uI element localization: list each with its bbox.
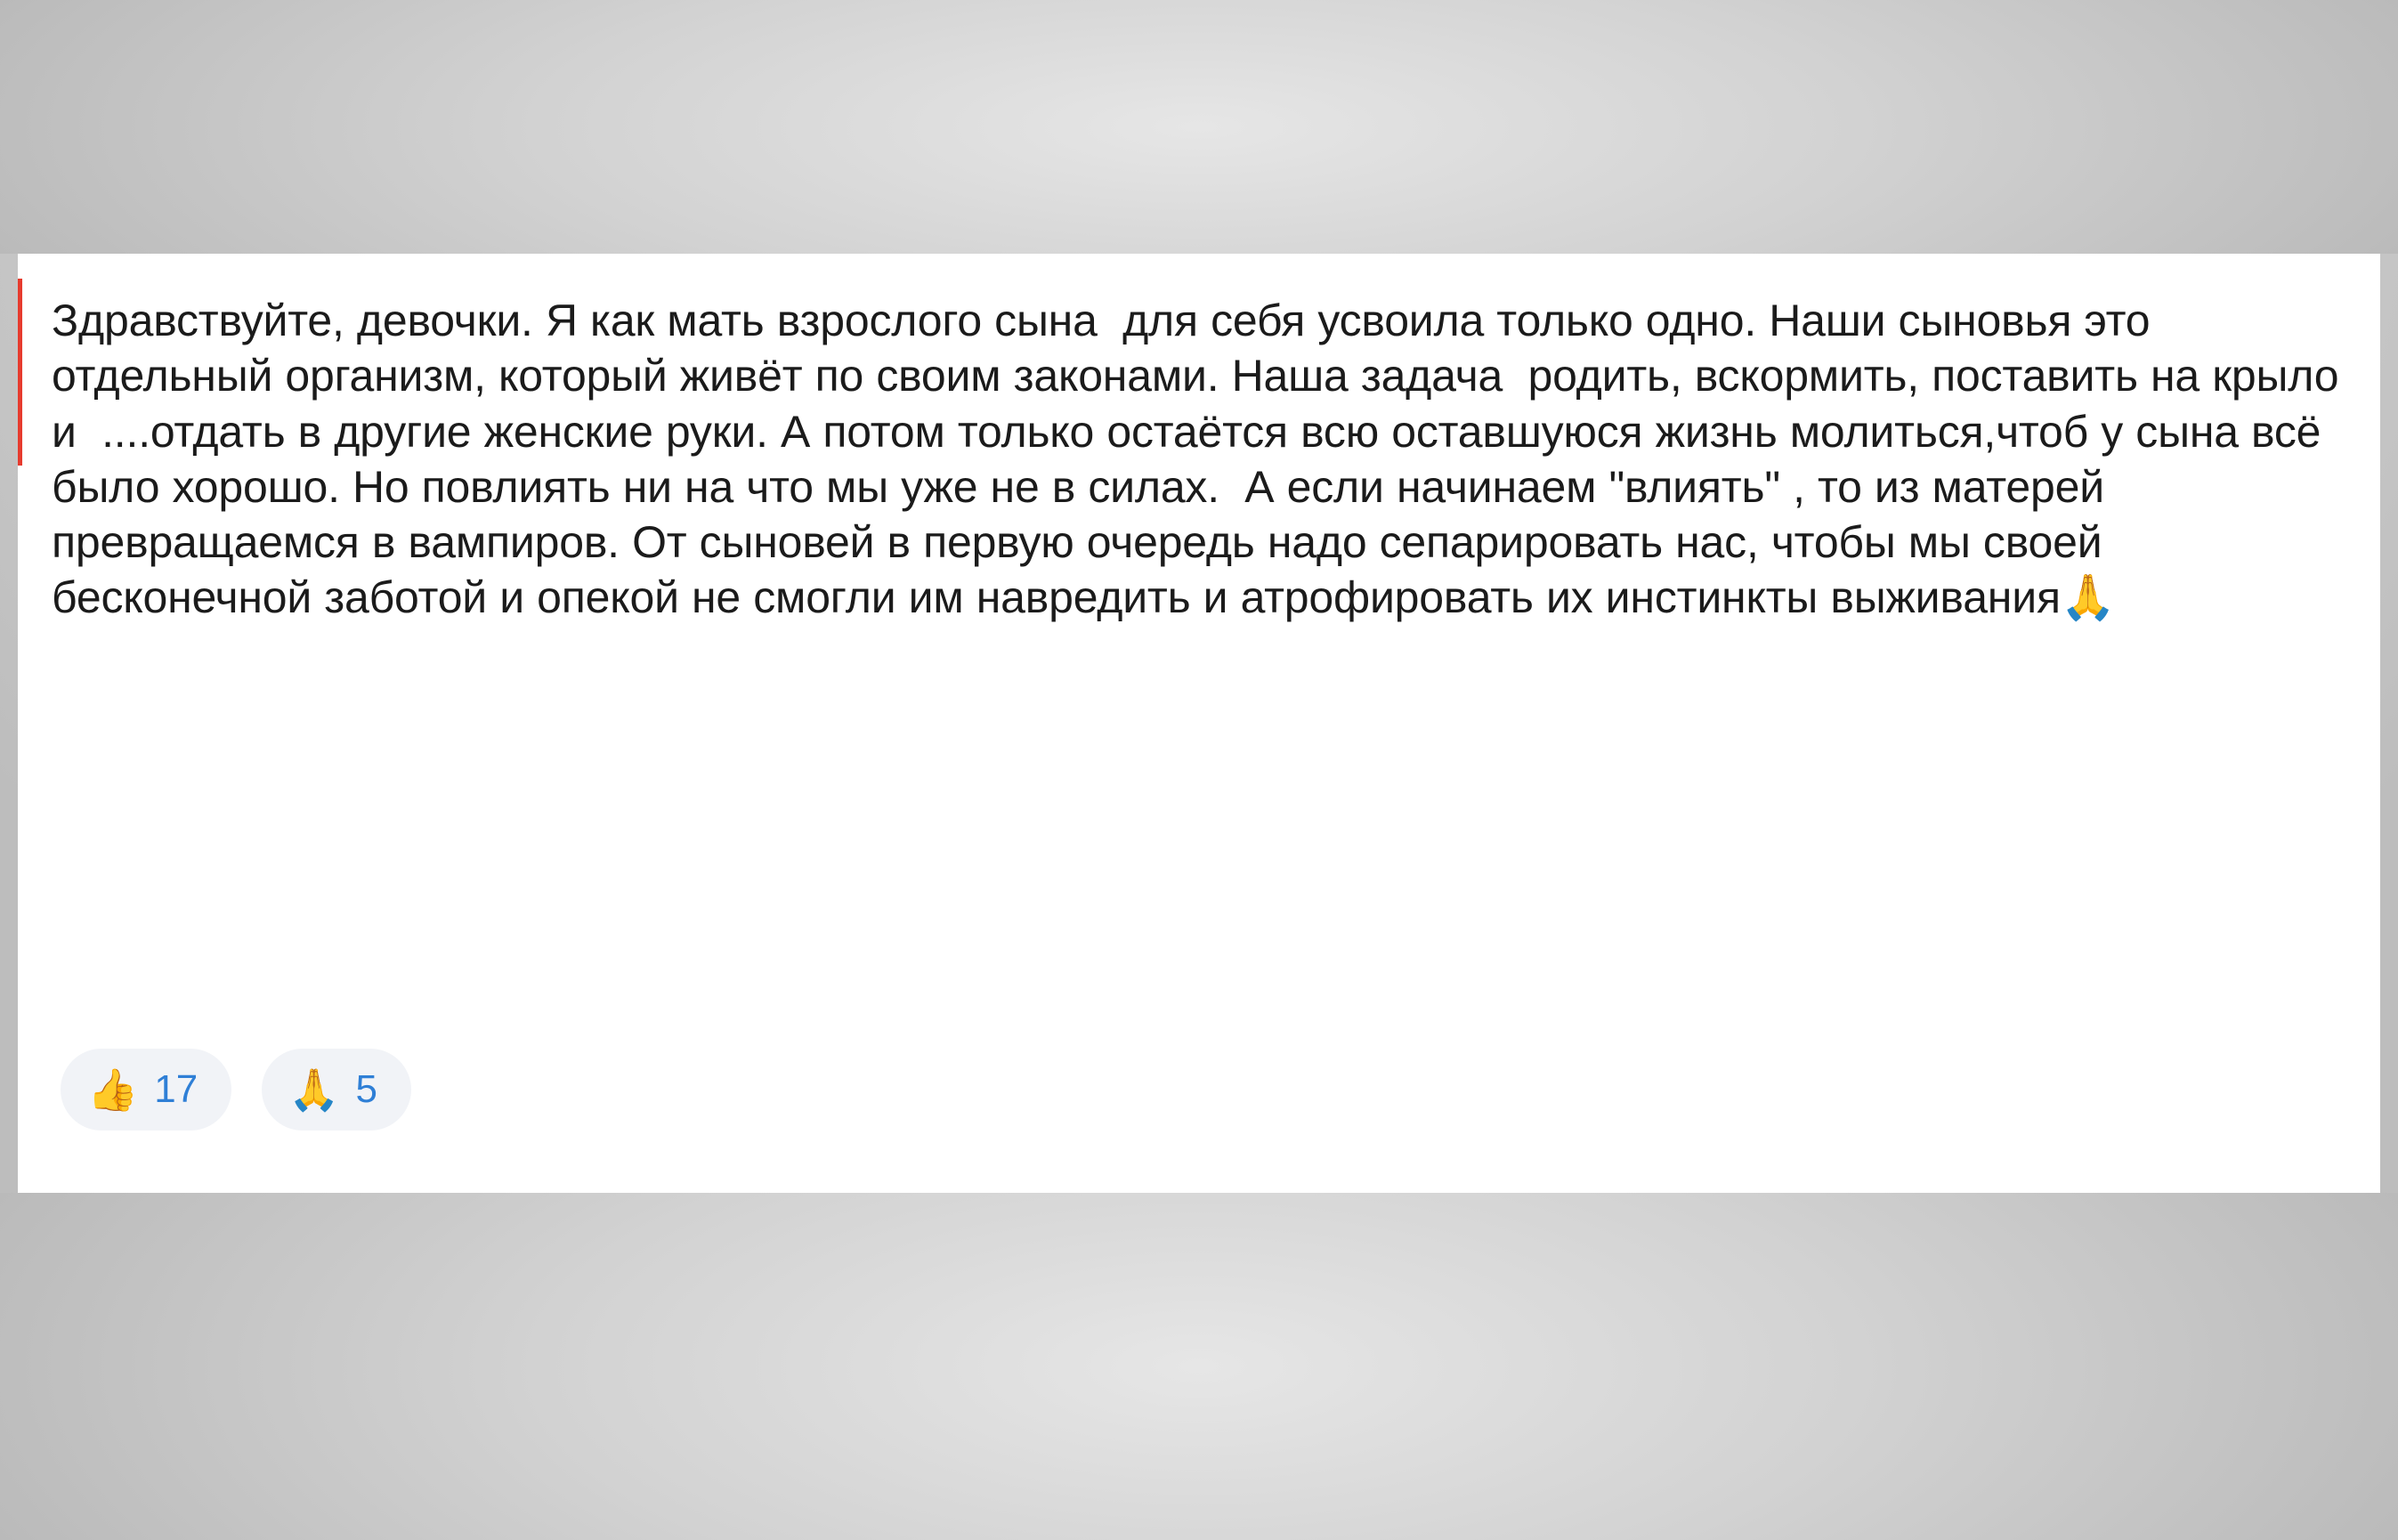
- backdrop-bottom-band: [0, 1193, 2398, 1540]
- folded-hands-icon: 🙏: [288, 1066, 340, 1113]
- left-accent-bar: [18, 279, 22, 466]
- post-card: [18, 254, 2380, 1193]
- reaction-bar: [61, 1049, 411, 1131]
- post-body-text: Здравствуйте, девочки. Я как мать взрослого сына для себя усвоила только одно. Наши сыновья это отдельный организм, который живёт по своим законами. Наша задача родить, вскормить, поставить на крыло и ....отдать в другие женские руки. А потом только остаётся всю оставшуюся жизнь молиться,чтоб у сына всё было хорошо. Но повлиять ни на что мы уже не в силах. А если начинаем "влиять" , то из матерей превращаемся в вампиров. От сыновей в первую очередь надо сепарировать нас, чтобы мы своей бесконечной заботой и опекой не смогли им навредить и атрофировать их инстинкты выживания🙏: [52, 296, 2352, 623]
- backdrop-top-band: [0, 0, 2398, 254]
- reaction-count-folded-hands: 5: [355, 1067, 377, 1111]
- reaction-count-thumbs-up: 17: [154, 1067, 198, 1111]
- reaction-chip-folded-hands[interactable]: [262, 1049, 411, 1131]
- reaction-chip-thumbs-up[interactable]: [61, 1049, 231, 1131]
- thumbs-up-icon: 👍: [87, 1066, 139, 1113]
